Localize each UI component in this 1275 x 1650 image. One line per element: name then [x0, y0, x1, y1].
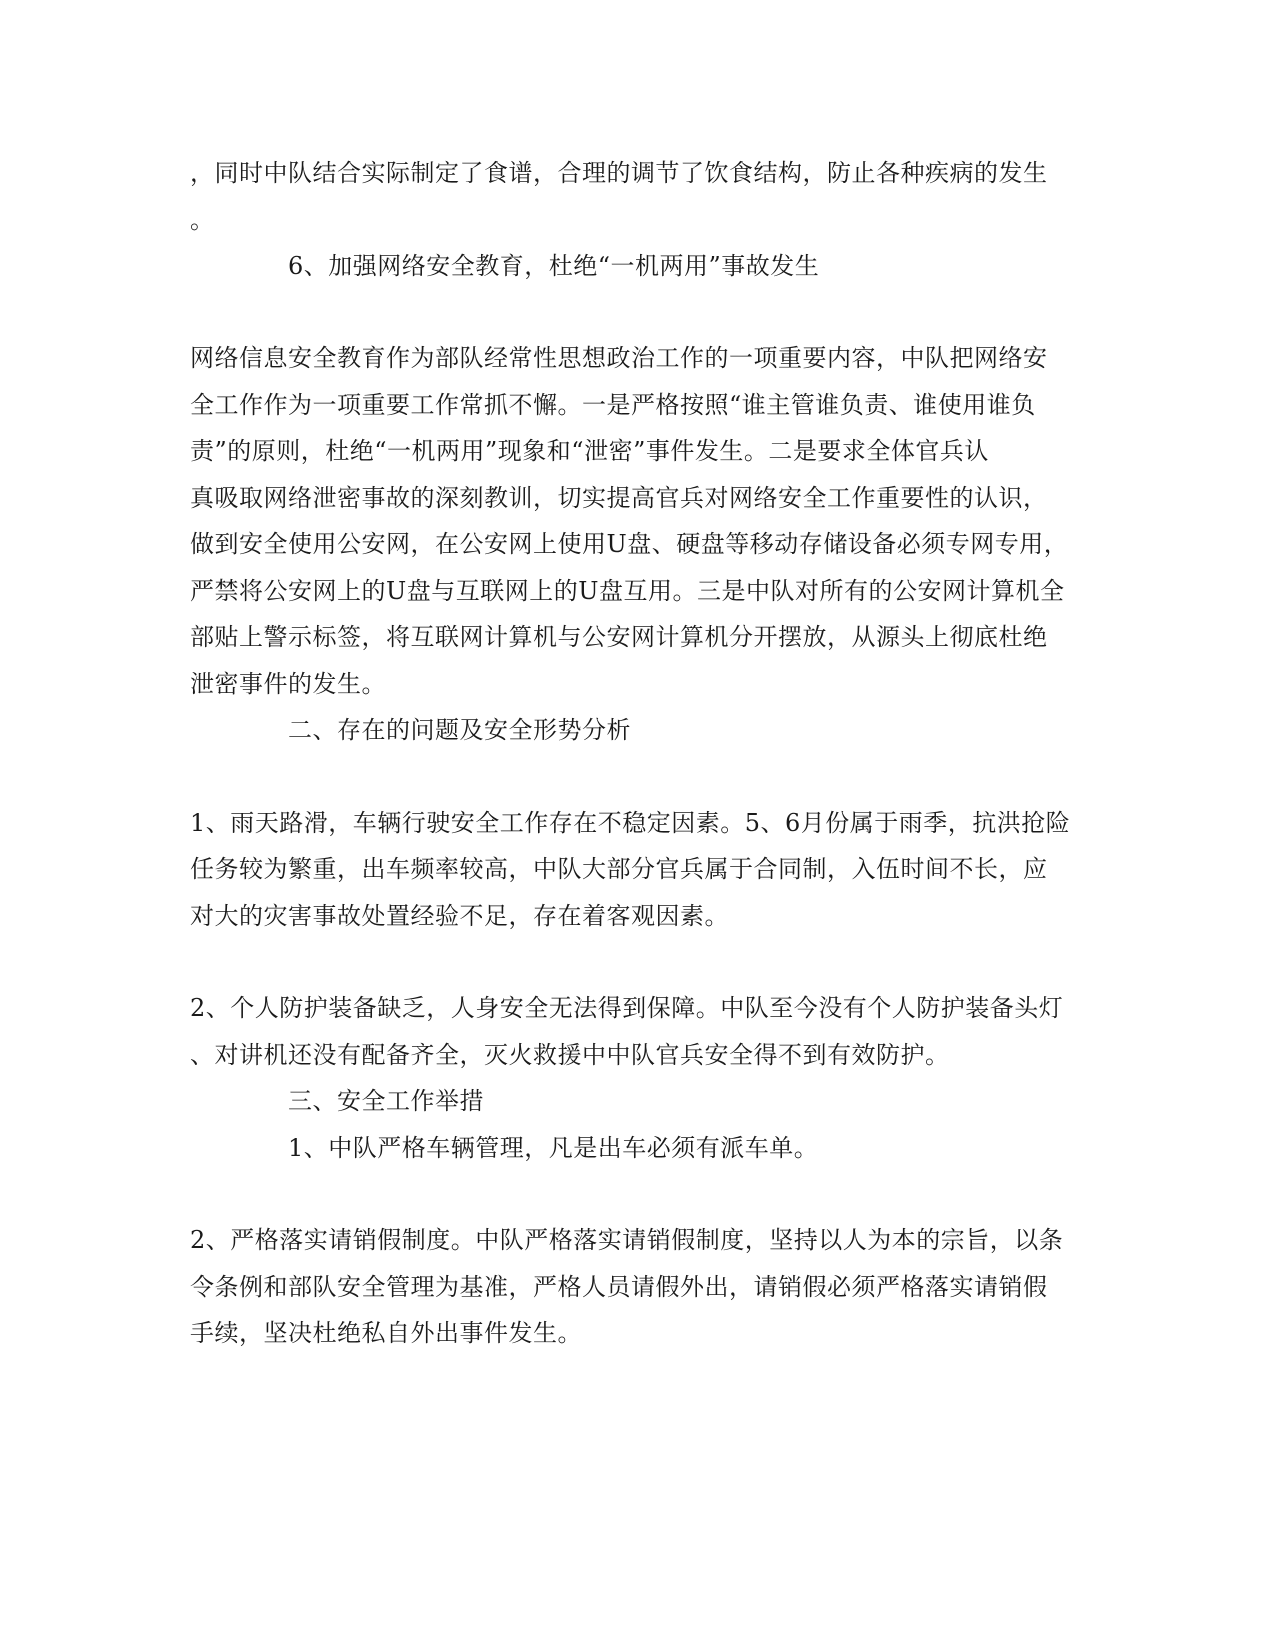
paragraph-line: 做到安全使用公安网，在公安网上使用U盘、硬盘等移动存储设备必须专网专用，	[190, 530, 1069, 558]
section-heading: 1、中队严格车辆管理，凡是出车必须有派车单。	[288, 1134, 819, 1162]
paragraph-line: 真吸取网络泄密事故的深刻教训，切实提高官兵对网络安全工作重要性的认识，	[190, 484, 1048, 512]
paragraph-line: 任务较为繁重，出车频率较高，中队大部分官兵属于合同制，入伍时间不长，应	[190, 855, 1048, 883]
paragraph-line: 网络信息安全教育作为部队经常性思想政治工作的一项重要内容，中队把网络安	[190, 344, 1048, 372]
paragraph-line: 。	[190, 206, 215, 234]
section-heading: 二、存在的问题及安全形势分析	[288, 716, 631, 744]
paragraph-line: 对大的灾害事故处置经验不足，存在着客观因素。	[190, 902, 729, 930]
paragraph-line: 严禁将公安网上的U盘与互联网上的U盘互用。三是中队对所有的公安网计算机全	[190, 577, 1065, 605]
paragraph-line: 2、个人防护装备缺乏，人身安全无法得到保障。中队至今没有个人防护装备头灯	[190, 994, 1064, 1022]
paragraph-line: 手续，坚决杜绝私自外出事件发生。	[190, 1319, 582, 1347]
paragraph-line: 全工作作为一项重要工作常抓不懈。一是严格按照“谁主管谁负责、谁使用谁负	[190, 391, 1036, 419]
paragraph-line: ，同时中队结合实际制定了食谱，合理的调节了饮食结构，防止各种疾病的发生	[190, 159, 1048, 187]
paragraph-line: 部贴上警示标签，将互联网计算机与公安网计算机分开摆放，从源头上彻底杜绝	[190, 623, 1048, 651]
paragraph-line: 令条例和部队安全管理为基准，严格人员请假外出，请销假必须严格落实请销假	[190, 1273, 1048, 1301]
paragraph-line: 泄密事件的发生。	[190, 670, 386, 698]
paragraph-line: 责”的原则，杜绝“一机两用”现象和“泄密”事件发生。二是要求全体官兵认	[190, 437, 989, 465]
paragraph-line: 2、严格落实请销假制度。中队严格落实请销假制度，坚持以人为本的宗旨，以条	[190, 1226, 1064, 1254]
section-heading: 三、安全工作举措	[288, 1087, 484, 1115]
section-heading: 6、加强网络安全教育，杜绝“一机两用”事故发生	[288, 252, 820, 280]
paragraph-line: 1、雨天路滑，车辆行驶安全工作存在不稳定因素。5、6月份属于雨季，抗洪抢险	[190, 809, 1071, 837]
paragraph-line: 、对讲机还没有配备齐全，灭火救援中中队官兵安全得不到有效防护。	[190, 1041, 950, 1069]
